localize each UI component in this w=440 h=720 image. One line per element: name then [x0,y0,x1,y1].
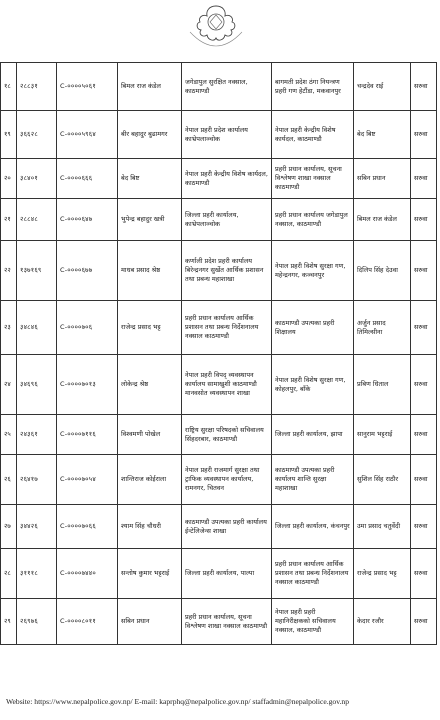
remark-cell: सरुवा [411,505,437,549]
police-id-cell: C-००००७०६६ [57,505,118,549]
new-office-cell: नेपाल प्रहरी प्रहरी महानिरीक्षकको सचिवालय नक्साल, काठमाण्डौ [272,599,354,645]
current-office-cell: नेपाल प्रहरी केन्द्रीय विशेष कार्यदल, काठमाण्डौ [182,159,272,199]
table-row [1,455,437,505]
serial-number-cell: २७ [1,505,17,549]
relief-officer-cell: सुशिल सिंह राठौर [354,455,411,505]
serial-number-cell: २३ [1,301,17,355]
serial-number-cell: २८ [1,549,17,599]
new-office-cell: नेपाल प्रहरी विशेष सुरक्षा गण, महेन्द्रनगर, कञ्चनपुर [272,241,354,301]
remark-cell: सरुवा [411,63,437,111]
serial-number-cell: १९ [1,111,17,159]
current-office-cell: जगेडापुल सुरक्षित नक्साल, काठमाण्डौ [182,63,272,111]
serial-number-cell: २१ [1,199,17,241]
employee-code-cell: ३१११८ [17,549,57,599]
police-id-cell: C-००००७०१३ [57,355,118,415]
remark-cell: सरुवा [411,455,437,505]
remark-cell: सरुवा [411,355,437,415]
new-office-cell: काठमाण्डौ उपत्यका प्रहरी शिक्षालय [272,301,354,355]
officer-name-cell: विश्वमणी पोखेल [118,415,182,455]
new-office-cell: प्रहरी प्रधान कार्यालय आर्थिक प्रशासन तथा प्रबन्ध निर्देशनालय नक्साल काठमाण्डौ [272,549,354,599]
table-row [1,355,437,415]
employee-code-cell: २४३६१ [17,415,57,455]
police-id-cell: C-००००७०६ [57,301,118,355]
serial-number-cell: २६ [1,455,17,505]
officer-name-cell: बीर बहादुर बुढामगर [118,111,182,159]
police-id-cell: C-००००६७७ [57,241,118,301]
serial-number-cell: २० [1,159,17,199]
current-office-cell: जिल्ला प्रहरी कार्यालय, पाल्पा [182,549,272,599]
serial-number-cell: १८ [1,63,17,111]
relief-officer-cell: उमा प्रसाद चतुर्वेदी [354,505,411,549]
current-office-cell: नेपाल प्रहरी राजमार्ग सुरक्षा तथा ट्राफिक व्यवस्थापन कार्यालय, रामनगर, चितवन [182,455,272,505]
table-row [1,199,437,241]
new-office-cell: काठमाण्डौ उपत्यका प्रहरी कार्यालय शान्ति सुरक्षा महाशाखा [272,455,354,505]
employee-code-cell: २६९७६ [17,599,57,645]
current-office-cell: राष्ट्रिय सुरक्षा परिषदको सचिवालय सिंहदरबार, काठमाण्डौ [182,415,272,455]
officer-name-cell: राजेन्द्र प्रसाद भट्ट [118,301,182,355]
remark-cell: सरुवा [411,111,437,159]
current-office-cell: नेपाल प्रहरी विपद् व्यवस्थापन कार्यालय सामाखुशी काठमाण्डौ मानवसोत व्यवस्थापन शाखा [182,355,272,415]
relief-officer-cell: बिमल राज कंडेल [354,199,411,241]
remark-cell: सरुवा [411,159,437,199]
employee-code-cell: २६४१७ [17,455,57,505]
remark-cell: सरुवा [411,241,437,301]
current-office-cell: प्रहरी प्रधान कार्यालय, सूचना विश्लेषण शाखा नक्साल काठमाण्डौ [182,599,272,645]
officer-name-cell: बेद बिष्ट [118,159,182,199]
new-office-cell: प्रहरी प्रधान कार्यालय, सूचना विश्लेषण शाखा नक्साल काठमाण्डौ [272,159,354,199]
relief-officer-cell: बेद बिष्ट [354,111,411,159]
police-id-cell: C-००००७०५४ [57,455,118,505]
nepal-police-seal [176,2,256,58]
current-office-cell: कर्णाली प्रदेश प्रहरी कार्यालय बिरेन्द्रनगर सुर्खेत आर्थिक प्रशासन तथा प्रबन्ध महाशाखा [182,241,272,301]
employee-code-cell: १३७१६९ [17,241,57,301]
current-office-cell: नेपाल प्रहरी प्रदेश कार्यालय काभ्रेपलाञ्चोक [182,111,272,159]
remark-cell: सरुवा [411,301,437,355]
serial-number-cell: २२ [1,241,17,301]
employee-code-cell: २८८४८ [17,199,57,241]
current-office-cell: काठमाण्डौ उपत्यका प्रहरी कार्यालय ईन्टेलिजेन्स शाखा [182,505,272,549]
table-row [1,415,437,455]
transfer-table [0,62,437,645]
relief-officer-cell: प्रबिण धिताल [354,355,411,415]
serial-number-cell: २५ [1,415,17,455]
police-id-cell: C-००००७११६ [57,415,118,455]
new-office-cell: प्रहरी प्रधान कार्यालय जगेडापुल नक्साल, काठमाण्डौ [272,199,354,241]
employee-code-cell: ३४८४६ [17,301,57,355]
officer-name-cell: श्याम सिंह चौधरी [118,505,182,549]
relief-officer-cell: राजेन्द्र प्रसाद भट्ट [354,549,411,599]
relief-officer-cell: सबिन प्रधान [354,159,411,199]
police-id-cell: C-००००५०६१ [57,63,118,111]
relief-officer-cell: केदार रजौर [354,599,411,645]
officer-name-cell: सन्तोष कुमार भट्टराई [118,549,182,599]
police-id-cell: C-००००८०११ [57,599,118,645]
relief-officer-cell: चन्द्रदेव राई [354,63,411,111]
employee-code-cell: ३६६२८ [17,111,57,159]
police-id-cell: C-००००६६६ [57,159,118,199]
new-office-cell: नेपाल प्रहरी विशेष सुरक्षा गण, कोहलपुर, बाँके [272,355,354,415]
officer-name-cell: भुपेन्द्र बहादुर खत्री [118,199,182,241]
employee-code-cell: २८८३१ [17,63,57,111]
employee-code-cell: ३४६९६ [17,355,57,415]
employee-code-cell: ३४४२६ [17,505,57,549]
new-office-cell: बागमती प्रदेश ठंगा नियन्त्रण प्रहरी गण हेटौंडा, मकवानपुर [272,63,354,111]
relief-officer-cell: दिलिप सिंह देउवा [354,241,411,301]
relief-officer-cell: सानुराम भट्टराई [354,415,411,455]
table-row [1,301,437,355]
new-office-cell: जिल्ला प्रहरी कार्यालय, झापा [272,415,354,455]
officer-name-cell: बिमल राज कंडेल [118,63,182,111]
table-row [1,599,437,645]
table-row [1,159,437,199]
remark-cell: सरुवा [411,415,437,455]
officer-name-cell: लोकेन्द्र श्रेष्ठ [118,355,182,415]
seal-emblem-icon [176,2,256,58]
officer-name-cell: शान्तिराज कोईराला [118,455,182,505]
relief-officer-cell: अर्जुन प्रसाद तिमिल्सीना [354,301,411,355]
police-id-cell: C-००००७४४० [57,549,118,599]
remark-cell: सरुवा [411,599,437,645]
new-office-cell: नेपाल प्रहरी केन्द्रीय विशेष कार्यदल, काठमाण्डौ [272,111,354,159]
table-row [1,505,437,549]
footer-contact: Website: https://www.nepalpolice.gov.np/ E-mail: kaprphq@nepalpolice.gov.np/ staffadmin@nepalpolice.gov.np [6,697,349,706]
table-row [1,241,437,301]
current-office-cell: जिल्ला प्रहरी कार्यालय, काभ्रेपलाञ्चोक [182,199,272,241]
police-id-cell: C-००००६४७ [57,199,118,241]
remark-cell: सरुवा [411,199,437,241]
serial-number-cell: २९ [1,599,17,645]
current-office-cell: प्रहरी प्रधान कार्यालय आर्थिक प्रशासन तथा प्रबन्ध निर्देशनालय नक्साल काठमाण्डौ [182,301,272,355]
officer-name-cell: सबिन प्रधान [118,599,182,645]
table-row [1,111,437,159]
police-id-cell: C-००००५९६४ [57,111,118,159]
officer-name-cell: माधब प्रसाद श्रेष्ठ [118,241,182,301]
table-row [1,549,437,599]
table-row [1,63,437,111]
new-office-cell: जिल्ला प्रहरी कार्यालय, कंचनपुर [272,505,354,549]
serial-number-cell: २४ [1,355,17,415]
remark-cell: सरुवा [411,549,437,599]
employee-code-cell: ३८४०१ [17,159,57,199]
